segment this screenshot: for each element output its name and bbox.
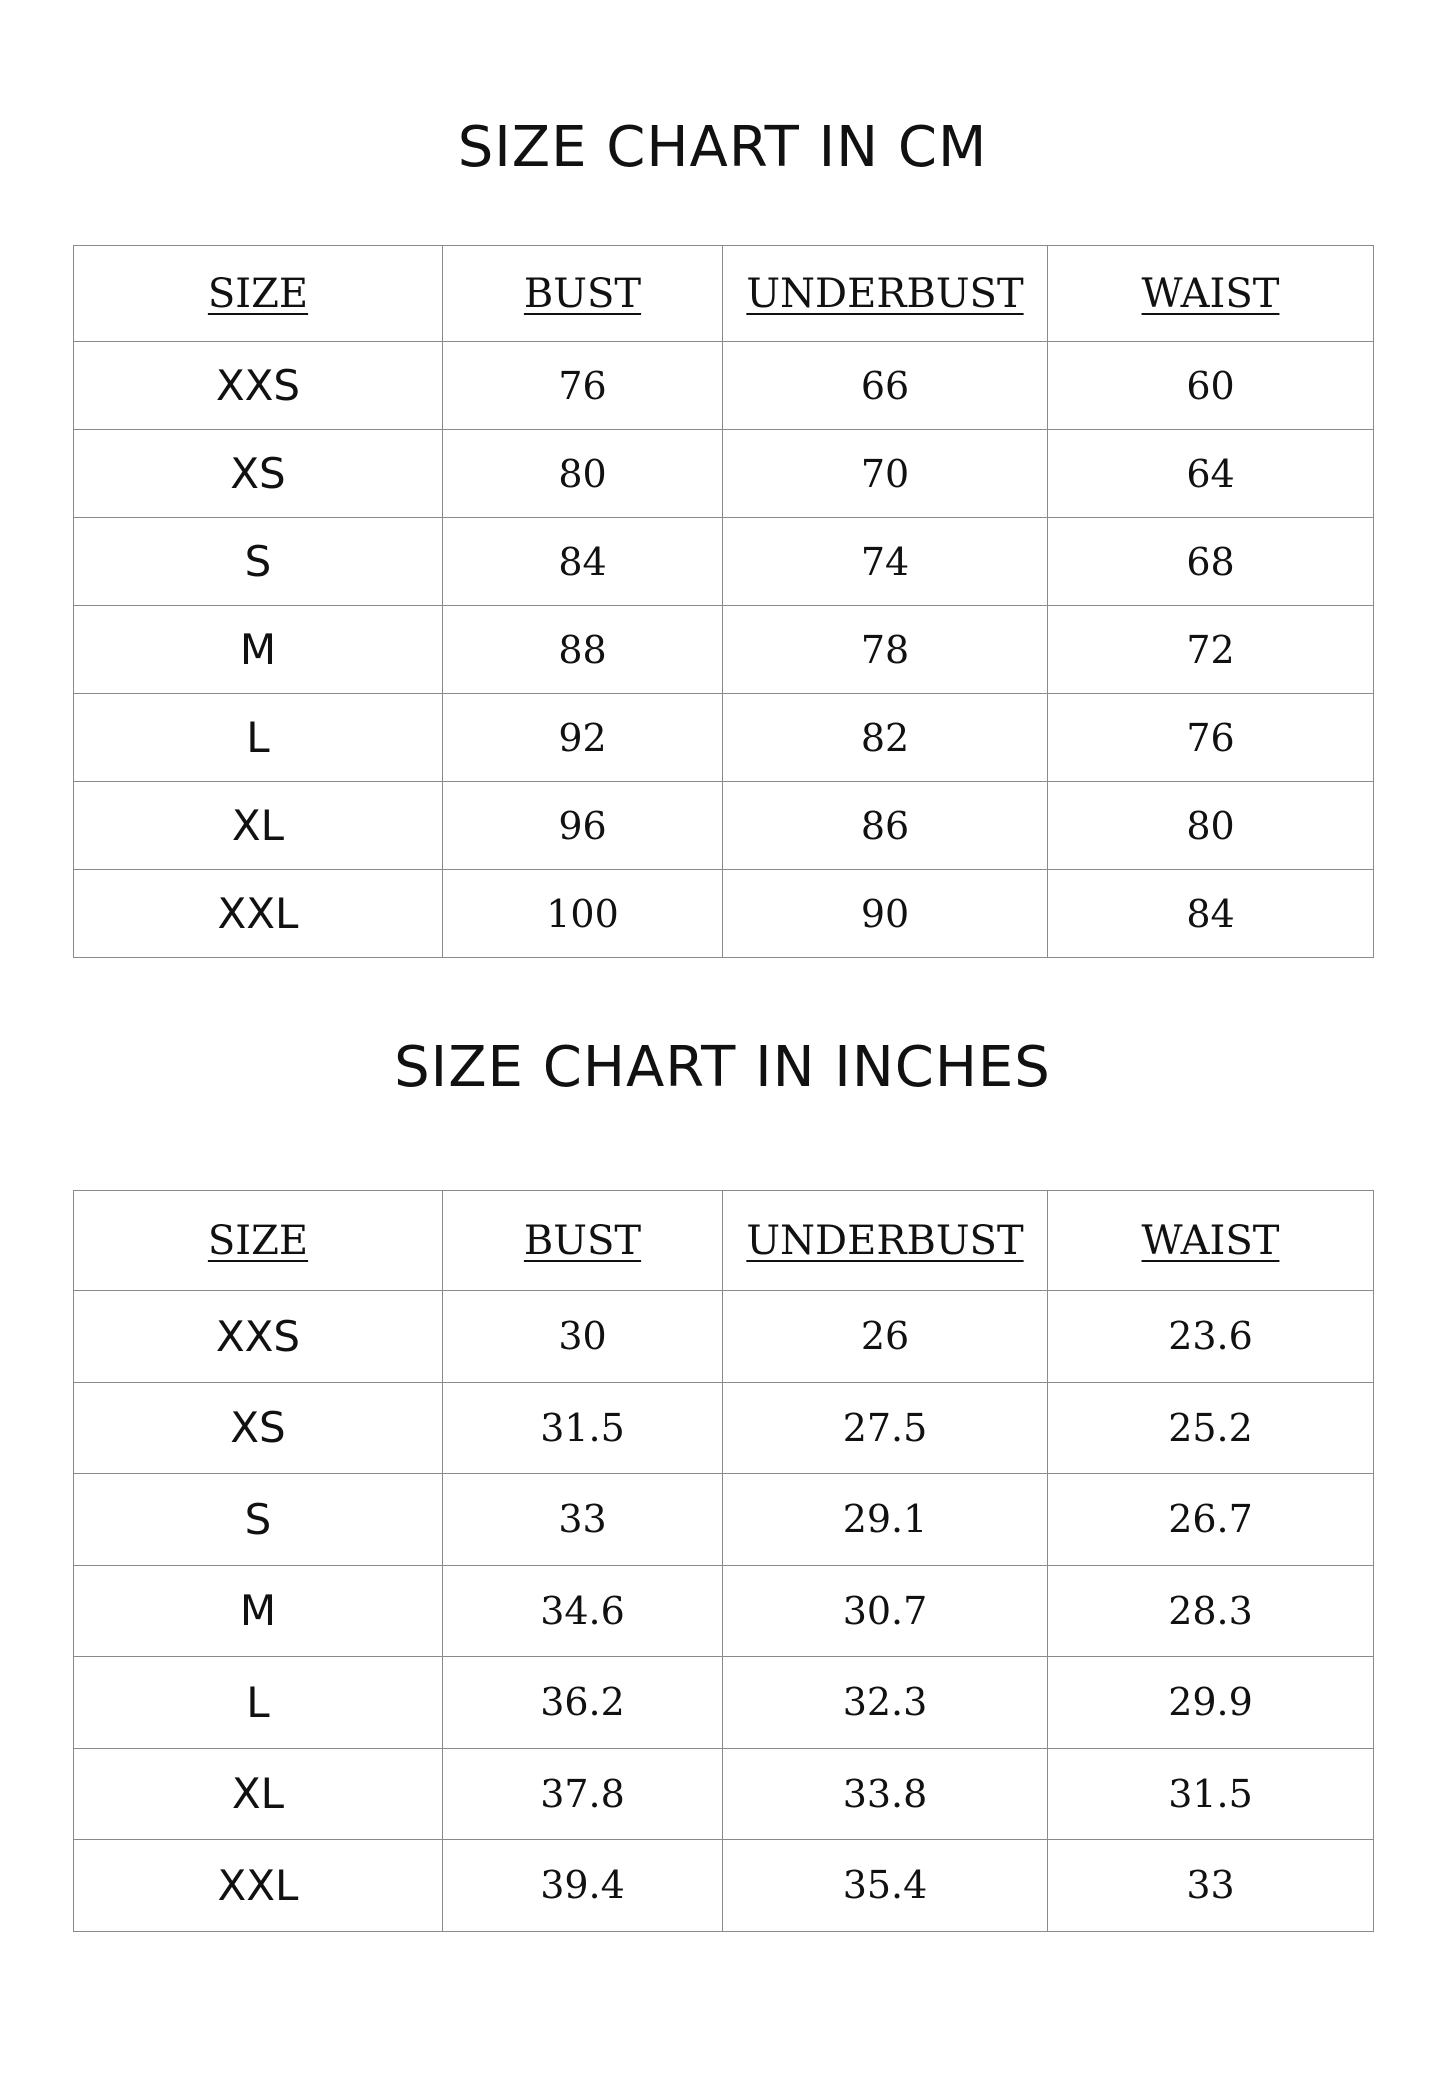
waist-cell: 26.7 [1048,1474,1374,1566]
bust-cell: 84 [443,518,723,606]
size-cell: M [74,1565,443,1657]
inches-chart-title: SIZE CHART IN INCHES [394,1035,1051,1100]
size-cell: L [74,1657,443,1749]
header-size: SIZE [74,1191,443,1291]
bust-cell: 80 [443,430,723,518]
table-row [74,342,1374,430]
table-row [74,518,1374,606]
inches-size-table [73,1190,1374,1932]
table-row [74,1291,1374,1383]
header-bust: BUST [443,1191,723,1291]
underbust-cell: 90 [723,870,1048,958]
underbust-cell: 66 [723,342,1048,430]
underbust-cell: 78 [723,606,1048,694]
waist-cell: 80 [1048,782,1374,870]
underbust-cell: 70 [723,430,1048,518]
table-row [74,1382,1374,1474]
waist-cell: 76 [1048,694,1374,782]
header-underbust: UNDERBUST [723,246,1048,342]
table-row [74,694,1374,782]
size-cell: XXL [74,870,443,958]
waist-cell: 68 [1048,518,1374,606]
size-cell: S [74,1474,443,1566]
table-header-row [74,1191,1374,1291]
waist-cell: 64 [1048,430,1374,518]
table-row [74,430,1374,518]
bust-cell: 100 [443,870,723,958]
size-cell: XS [74,430,443,518]
waist-cell: 33 [1048,1840,1374,1932]
cm-chart-title: SIZE CHART IN CM [457,115,988,180]
underbust-cell: 74 [723,518,1048,606]
bust-cell: 76 [443,342,723,430]
table-row [74,1474,1374,1566]
header-size: SIZE [74,246,443,342]
table-row [74,1565,1374,1657]
waist-cell: 60 [1048,342,1374,430]
waist-cell: 72 [1048,606,1374,694]
size-cell: XS [74,1382,443,1474]
table-row [74,606,1374,694]
table-row [74,782,1374,870]
table-row [74,870,1374,958]
waist-cell: 31.5 [1048,1748,1374,1840]
table-row [74,1657,1374,1749]
bust-cell: 37.8 [443,1748,723,1840]
waist-cell: 28.3 [1048,1565,1374,1657]
bust-cell: 39.4 [443,1840,723,1932]
size-cell: XXS [74,342,443,430]
bust-cell: 31.5 [443,1382,723,1474]
bust-cell: 34.6 [443,1565,723,1657]
underbust-cell: 27.5 [723,1382,1048,1474]
bust-cell: 88 [443,606,723,694]
header-waist: WAIST [1048,1191,1374,1291]
underbust-cell: 82 [723,694,1048,782]
underbust-cell: 26 [723,1291,1048,1383]
bust-cell: 30 [443,1291,723,1383]
bust-cell: 92 [443,694,723,782]
underbust-cell: 32.3 [723,1657,1048,1749]
bust-cell: 33 [443,1474,723,1566]
size-cell: L [74,694,443,782]
cm-size-table [73,245,1374,958]
table-header-row [74,246,1374,342]
underbust-cell: 86 [723,782,1048,870]
underbust-cell: 35.4 [723,1840,1048,1932]
underbust-cell: 29.1 [723,1474,1048,1566]
waist-cell: 25.2 [1048,1382,1374,1474]
underbust-cell: 30.7 [723,1565,1048,1657]
size-cell: XL [74,782,443,870]
bust-cell: 96 [443,782,723,870]
size-cell: XXL [74,1840,443,1932]
table-row [74,1748,1374,1840]
bust-cell: 36.2 [443,1657,723,1749]
size-cell: S [74,518,443,606]
header-bust: BUST [443,246,723,342]
header-waist: WAIST [1048,246,1374,342]
waist-cell: 23.6 [1048,1291,1374,1383]
underbust-cell: 33.8 [723,1748,1048,1840]
size-cell: M [74,606,443,694]
table-row [74,1840,1374,1932]
waist-cell: 84 [1048,870,1374,958]
header-underbust: UNDERBUST [723,1191,1048,1291]
size-cell: XXS [74,1291,443,1383]
waist-cell: 29.9 [1048,1657,1374,1749]
size-cell: XL [74,1748,443,1840]
